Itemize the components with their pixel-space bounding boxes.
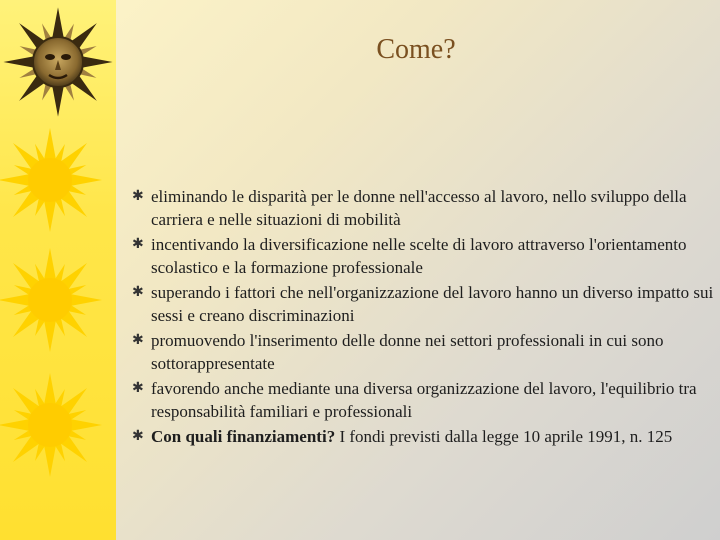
bullet-text: incentivando la diversificazione nelle scelte di lavoro attraverso l'orientamento scolastico e la formazione professionale <box>151 235 687 277</box>
list-item <box>132 185 717 231</box>
sun-face-icon <box>3 7 112 116</box>
list-item <box>132 329 717 375</box>
list-item <box>132 377 717 423</box>
sun-icon <box>0 128 102 232</box>
list-item <box>132 425 717 448</box>
bullet-bold-question: Con quali finanziamenti? <box>151 427 336 446</box>
asterisk-bullet-icon: ✱ <box>132 380 144 396</box>
asterisk-bullet-icon: ✱ <box>132 236 144 252</box>
bullet-text: I fondi previsti dalla legge 10 aprile 1991, n. 125 <box>335 427 673 446</box>
sun-decoration-strip <box>0 0 116 540</box>
slide-title: Come? <box>376 34 456 65</box>
asterisk-bullet-icon: ✱ <box>132 284 144 300</box>
sun-decorations <box>0 0 116 540</box>
asterisk-bullet-icon: ✱ <box>132 428 144 444</box>
sun-icon <box>0 373 102 477</box>
list-item <box>132 281 717 327</box>
bullet-text: eliminando le disparità per le donne nell'accesso al lavoro, nello sviluppo della carriera e nelle situazioni di mobilità <box>151 187 687 229</box>
list-item <box>132 233 717 279</box>
asterisk-bullet-icon: ✱ <box>132 188 144 204</box>
bullet-text: superando i fattori che nell'organizzazione del lavoro hanno un diverso impatto sui sessi e creano discriminazioni <box>151 283 714 325</box>
bullet-list <box>132 185 717 450</box>
sun-icon <box>0 248 102 352</box>
bullet-text: favorendo anche mediante una diversa organizzazione del lavoro, l'equilibrio tra responsabilità familiari e professionali <box>151 379 697 421</box>
bullet-text: promuovendo l'inserimento delle donne nei settori professionali in cui sono sottorappresentate <box>151 331 664 373</box>
asterisk-bullet-icon: ✱ <box>132 332 144 348</box>
